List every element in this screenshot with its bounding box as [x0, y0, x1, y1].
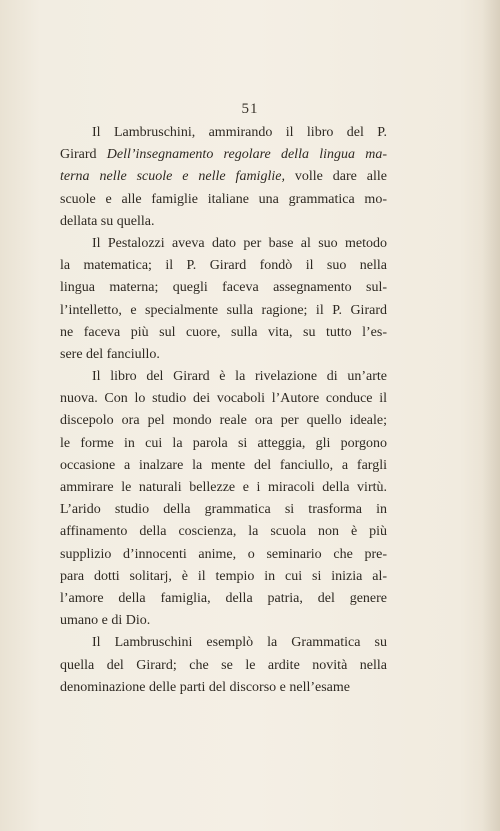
text-segment: la matematica; il P. Girard fondò il suo nella	[60, 258, 387, 274]
text-line	[60, 677, 387, 699]
text-line	[60, 277, 387, 299]
text-line	[60, 189, 387, 211]
text-segment: le forme in cui la parola si atteggia, gli porgono	[60, 435, 387, 451]
text-line	[60, 144, 387, 166]
text-line	[60, 122, 387, 144]
text-line	[60, 655, 387, 677]
text-segment: occasione a inalzare la mente del fanciullo, a fargli	[60, 457, 387, 473]
page-number: 51	[241, 101, 259, 117]
text-line	[60, 588, 387, 610]
text-line	[60, 344, 387, 366]
text-segment: sere del fanciullo.	[60, 346, 160, 362]
text-segment: ammirare le naturali bellezze e i miracoli della virtù.	[60, 480, 387, 495]
text-line	[60, 322, 387, 344]
text-line	[60, 255, 387, 277]
text-line	[60, 566, 387, 588]
paragraph	[60, 233, 387, 366]
text-line	[60, 233, 387, 255]
text-line	[60, 366, 387, 388]
text-segment: para dotti solitarj, è il tempio in cui si inizia al-	[60, 568, 387, 584]
text-line	[60, 410, 387, 432]
text-line	[60, 211, 387, 233]
paragraph	[60, 122, 387, 233]
text-line	[60, 166, 387, 188]
text-segment: nuova. Con lo studio dei vocaboli l’Autore conduce il	[60, 391, 387, 407]
text-line	[60, 632, 387, 654]
text-segment: affinamento della coscienza, la scuola non è più	[60, 524, 387, 540]
paragraph	[60, 366, 387, 632]
text-line	[60, 477, 387, 499]
text-line	[60, 521, 387, 543]
text-segment: volle dare alle	[284, 169, 387, 185]
text-segment: Il libro del Girard è la rivelazione di un’arte	[92, 369, 387, 385]
text-line	[60, 610, 387, 632]
text-line	[60, 388, 387, 410]
text-segment: supplizio d’innocenti anime, o seminario che pre-	[60, 546, 387, 562]
text-segment: L’arido studio della grammatica si trasforma in	[60, 502, 387, 518]
text-segment: ne faceva più sul cuore, sulla vita, su tutto l’es-	[60, 324, 387, 340]
text-segment: umano e di Dio.	[60, 613, 151, 629]
text-segment: Il Pestalozzi aveva dato per base al suo metodo	[92, 235, 387, 251]
text-segment: l’amore della famiglia, della patria, del genere	[60, 590, 387, 606]
text-segment: Il Lambruschini, ammirando il libro del P.	[92, 125, 387, 140]
body-text	[60, 122, 387, 699]
text-segment: Dell’insegnamento regolare della lingua ma-	[106, 147, 387, 163]
text-line	[60, 455, 387, 477]
text-line	[60, 499, 387, 521]
text-line	[60, 300, 387, 322]
text-segment: dellata su quella.	[60, 213, 155, 229]
text-segment: denominazione delle parti del discorso e nell’esame	[60, 679, 351, 695]
paragraph	[60, 632, 387, 699]
text-segment: Girard	[60, 147, 107, 163]
text-segment: quella del Girard; che se le ardite novità nella	[60, 657, 387, 673]
text-line	[60, 544, 387, 566]
text-segment: lingua materna; quegli faceva assegnamento sul-	[60, 280, 387, 296]
text-segment: discepolo ora pel mondo reale ora per quello ideale;	[60, 413, 387, 429]
text-segment: terna nelle scuole e nelle famiglie,	[60, 169, 285, 185]
text-segment: scuole e alle famiglie italiane una grammatica mo-	[60, 191, 387, 207]
text-line	[60, 433, 387, 455]
text-segment: l’intelletto, e specialmente sulla ragione; il P. Girard	[60, 302, 387, 318]
text-segment: Il Lambruschini esemplò la Grammatica su	[92, 635, 387, 651]
